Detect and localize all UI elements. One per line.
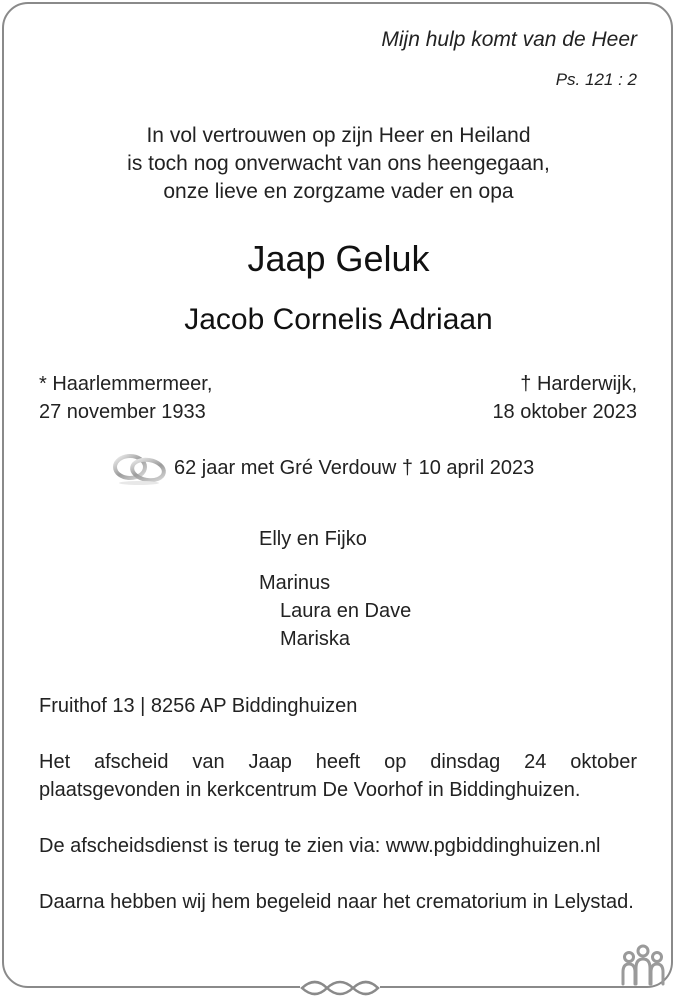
livestream-paragraph: De afscheidsdienst is terug te zien via: www.pgbiddinghuizen.nl: [39, 835, 601, 857]
address: Fruithof 13 | 8256 AP Biddinghuizen: [39, 695, 358, 717]
family-member: Laura en Dave: [280, 600, 412, 622]
infinity-ornament-icon: [300, 974, 380, 998]
birth-place: * Haarlemmermeer,: [39, 373, 213, 395]
family-member: Elly en Fijko: [259, 528, 367, 550]
birth-date: 27 november 1933: [39, 401, 206, 423]
cremation-paragraph: Daarna hebben wij hem begeleid naar het crematorium in Lelystad.: [39, 891, 634, 913]
intro-line: In vol vertrouwen op zijn Heer en Heiland: [146, 124, 531, 147]
motto: Mijn hulp komt van de Heer: [381, 28, 637, 51]
death-info: [492, 370, 637, 426]
birth-info: [39, 370, 212, 426]
bible-reference: Ps. 121 : 2: [555, 70, 637, 89]
family-member: Marinus: [259, 572, 331, 594]
intro-line: is toch nog onverwacht van ons heengegaan,: [127, 152, 550, 175]
death-date: 18 oktober 2023: [492, 401, 637, 423]
spouse-line: [110, 450, 534, 486]
people-icon: [619, 944, 667, 986]
deceased-name: Jaap Geluk: [247, 238, 430, 279]
intro-text: [0, 122, 677, 206]
spouse-text: 62 jaar met Gré Verdouw † 10 april 2023: [174, 456, 535, 479]
family-member: Mariska: [280, 628, 351, 650]
deceased-full-name: Jacob Cornelis Adriaan: [184, 303, 493, 336]
wedding-rings-icon: [110, 450, 168, 486]
intro-line: onze lieve en zorgzame vader en opa: [163, 180, 514, 203]
family-list: [259, 525, 411, 653]
farewell-paragraph: Het afscheid van Jaap heeft op dinsdag 24 oktober plaatsgevonden in kerkcentrum De Voorhof in Biddinghuizen.: [39, 751, 637, 801]
death-place: † Harderwijk,: [520, 373, 637, 395]
